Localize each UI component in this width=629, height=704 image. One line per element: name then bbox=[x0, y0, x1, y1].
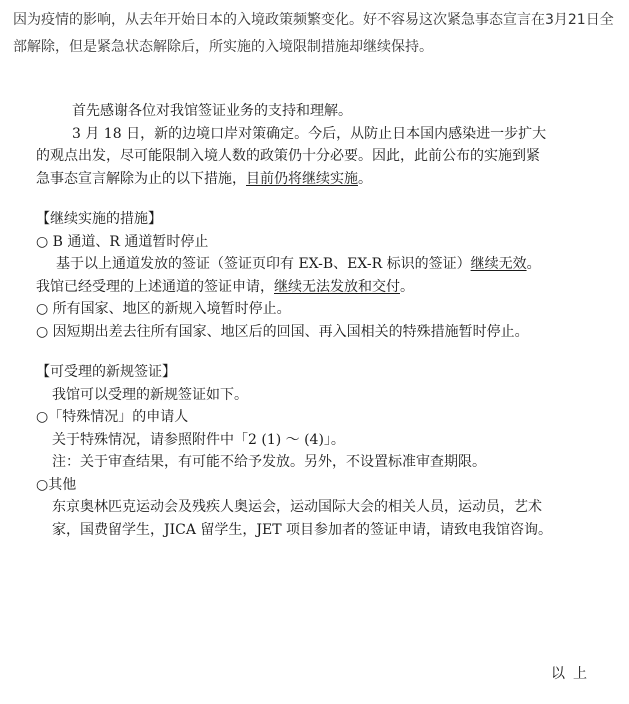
measure-item: ○ 所有国家、地区的新规入境暂时停止。 bbox=[36, 301, 291, 317]
section-heading-continued-measures: 【继续实施的措施】 bbox=[36, 211, 162, 227]
measure-detail bbox=[36, 253, 606, 276]
accepted-detail: 东京奥林匹克运动会及残疾人奥运会，运动国际大会的相关人员，运动员，艺术 bbox=[52, 499, 542, 515]
measure-item: ○ B 通道、R 通道暂时停止 bbox=[36, 233, 209, 250]
measure-text: 我馆已经受理的上述通道的签证申请， bbox=[36, 278, 274, 295]
accepted-intro: 我馆可以受理的新规签证如下。 bbox=[52, 386, 248, 403]
accepted-note: 注：关于审查结果，有可能不给予发放。另外，不设置标准审查期限。 bbox=[52, 454, 486, 470]
punctuation: 。 bbox=[400, 278, 414, 295]
policy-paragraph-line: 3 月 18 日，新的边境口岸对策确定。今后，从防止日本国内感染进一步扩大 bbox=[72, 125, 547, 142]
greeting-line: 首先感谢各位对我馆签证业务的支持和理解。 bbox=[72, 103, 352, 119]
policy-paragraph-line: 的观点出发，尽可能限制入境人数的政策仍十分必要。因此，此前公布的实施到紧 bbox=[36, 148, 540, 164]
intro-paragraph: 因为疫情的影响，从去年开始日本的入境政策频繁变化。好不容易这次紧急事态宣言在3月21日全部解除，但是紧急状态解除后，所实施的入境限制措施却继续保持。 bbox=[13, 12, 614, 55]
measure-text: 基于以上通道发放的签证（签证页印有 EX-B、EX-R 标识的签证） bbox=[56, 256, 471, 272]
continue-measures-emphasis: 目前仍将继续实施 bbox=[246, 170, 358, 187]
measure-item: ○ 因短期出差去往所有国家、地区后的回国、再入国相关的特殊措施暂时停止。 bbox=[36, 323, 529, 340]
policy-text: 急事态宣言解除为止的以下措施， bbox=[36, 170, 246, 187]
section-heading-accepted-visas: 【可受理的新规签证】 bbox=[36, 364, 176, 380]
accepted-item: ○「特殊情况」的申请人 bbox=[36, 409, 189, 425]
punctuation: 。 bbox=[358, 170, 372, 187]
invalid-emphasis: 继续无效 bbox=[470, 256, 527, 272]
punctuation: 。 bbox=[526, 256, 541, 272]
accepted-item: ○其他 bbox=[36, 476, 77, 493]
embassy-notice bbox=[36, 100, 606, 541]
spacer bbox=[36, 190, 606, 208]
closing-mark: 以上 bbox=[551, 666, 595, 682]
policy-paragraph-line bbox=[36, 168, 606, 191]
no-issue-emphasis: 继续无法发放和交付 bbox=[274, 278, 400, 295]
measure-detail bbox=[36, 276, 606, 299]
accepted-detail: 家，国费留学生，JICA 留学生，JET 项目参加者的签证申请，请致电我馆咨询。 bbox=[52, 521, 553, 538]
accepted-detail: 关于特殊情况，请参照附件中「2 (1) ～ (4)」。 bbox=[52, 431, 345, 448]
spacer bbox=[36, 343, 606, 361]
